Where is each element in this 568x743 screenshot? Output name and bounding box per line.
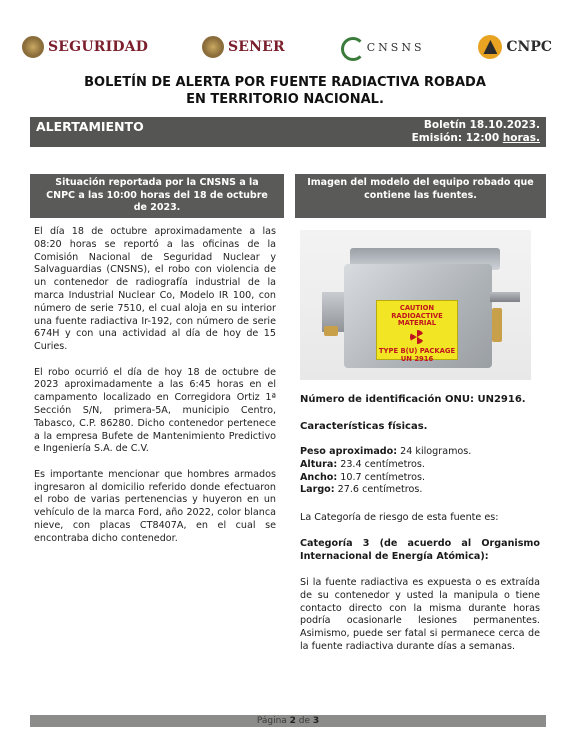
category-statement: Categoría 3 (de acuerdo al Organismo Internacional de Energía Atómica):	[300, 538, 540, 562]
title-line-1: BOLETÍN DE ALERTA POR FUENTE RADIACTIVA ROBADA	[84, 75, 486, 90]
logo-seguridad-text: SEGURIDAD	[48, 39, 149, 55]
radiation-trefoil-icon	[410, 330, 424, 344]
characteristics-heading: Características físicas.	[300, 421, 428, 432]
spec-weight-value: 24 kilogramos.	[397, 446, 472, 457]
footer-middle: de	[295, 716, 313, 726]
emission-time	[412, 132, 540, 145]
logo-cnpc-text: CNPC	[506, 39, 552, 55]
current-page-number: 2	[289, 716, 296, 726]
bulletin-number: Boletín 18.10.2023.	[423, 119, 540, 131]
spec-height-value: 23.4 centímetros.	[337, 458, 425, 470]
left-column-body	[34, 226, 276, 558]
document-title	[40, 74, 530, 108]
logo-cnsns-text: CNSNS	[366, 40, 425, 54]
spec-height	[300, 459, 471, 472]
total-page-number: 3	[312, 716, 320, 726]
spec-weight	[300, 446, 471, 459]
exposure-warning: Si la fuente radiactiva es expuesta o es extraída de su contenedor y usted la manipula o tiene contacto directo con la misma durante horas podría ocasionarle lesiones permanentes. Asimismo, puede ser fatal si permanece cerca de la fuente radiactiva durante días a semanas.	[300, 577, 540, 652]
logo-sener	[202, 36, 285, 58]
label-radioactive: RADIOACTIVE	[391, 311, 443, 320]
onu-identifier: Número de identificación ONU: UN2916.	[300, 394, 526, 405]
footer-prefix: Página	[256, 716, 290, 726]
emission-prefix: Emisión: 12:00	[411, 132, 503, 144]
spec-length	[300, 484, 471, 497]
spec-length-label: Largo:	[300, 484, 335, 496]
label-un-number: UN 2916	[400, 354, 434, 363]
label-caution: CAUTION	[399, 304, 435, 312]
alert-bar	[30, 117, 546, 147]
physical-specs	[300, 446, 471, 497]
device-connector	[490, 292, 520, 302]
mexico-seal-icon	[202, 36, 224, 58]
radioactive-label	[376, 300, 458, 363]
label-package-type: TYPE B(U) PACKAGE	[378, 347, 456, 355]
logo-sener-text: SENER	[227, 39, 285, 55]
spec-width	[300, 472, 471, 485]
cnsns-emblem-icon	[339, 35, 363, 59]
spec-length-value: 27.6 centímetros.	[334, 484, 423, 496]
spec-width-value: 10.7 centímetros.	[337, 471, 426, 483]
paragraph-vehicle: Es importante mencionar que hombres armados ingresaron al domicilio referido donde efectuaron el robo de varias pertenencias y huyeron en un vehículo de la marca Ford, año 2022, color blanca nieve, con placas CT8407A, en el cual se encontraba dicho contenedor.	[34, 468, 276, 544]
logo-cnsns	[339, 35, 425, 59]
left-column-heading: Situación reportada por la CNSNS a la CNPC a las 10:00 horas del 18 de octubre de 2023.	[30, 174, 284, 218]
logo-seguridad	[22, 36, 148, 58]
cnpc-emblem-icon	[478, 35, 502, 59]
title-line-2: EN TERRITORIO NACIONAL.	[186, 92, 384, 107]
paragraph-report: El día 18 de octubre aproximadamente a las 08:20 horas se reportó a las oficinas de la Comisión Nacional de Seguridad Nuclear y Salvaguardias (CNSNS), el robo con violencia de un contenedor de radiografía industrial de la marca Industrial Nuclear Co, Modelo IR 100, con número de serie 7510, el cual aloja en su interior una fuente radiactiva Ir-192, con número de serie 674H y con una actividad al día de hoy de 15 Curies.	[34, 226, 276, 353]
spec-height-label: Altura:	[300, 458, 338, 470]
logo-cnpc	[478, 35, 552, 59]
label-material: MATERIAL	[397, 319, 437, 327]
emission-unit: horas.	[502, 132, 540, 144]
bulletin-date	[412, 119, 540, 145]
category-intro: La Categoría de riesgo de esta fuente es:	[300, 512, 499, 523]
page-footer	[30, 715, 546, 727]
header-logos	[22, 24, 552, 70]
spec-width-label: Ancho:	[300, 471, 338, 483]
mexico-seal-icon	[22, 36, 44, 58]
alert-label: ALERTAMIENTO	[36, 119, 144, 134]
equipment-photo	[300, 230, 531, 380]
device-brass-knob	[324, 326, 338, 336]
right-column-heading: Imagen del modelo del equipo robado que contiene las fuentes.	[295, 174, 546, 218]
device-brass-fitting	[492, 308, 502, 342]
paragraph-robbery: El robo ocurrió el día de hoy 18 de octubre de 2023 aproximadamente a las 6:45 horas en el campamento localizado en Corregidora Ortiz 1ª Sección S/N, primera-5A, municipio Centro, Tabasco, C.P. 86280. Dicho contenedor pertenece a la empresa Bufete de Mantenimiento Predictivo e Ingeniería S.A. de C.V.	[34, 366, 276, 455]
spec-weight-label: Peso aproximado:	[300, 446, 398, 457]
